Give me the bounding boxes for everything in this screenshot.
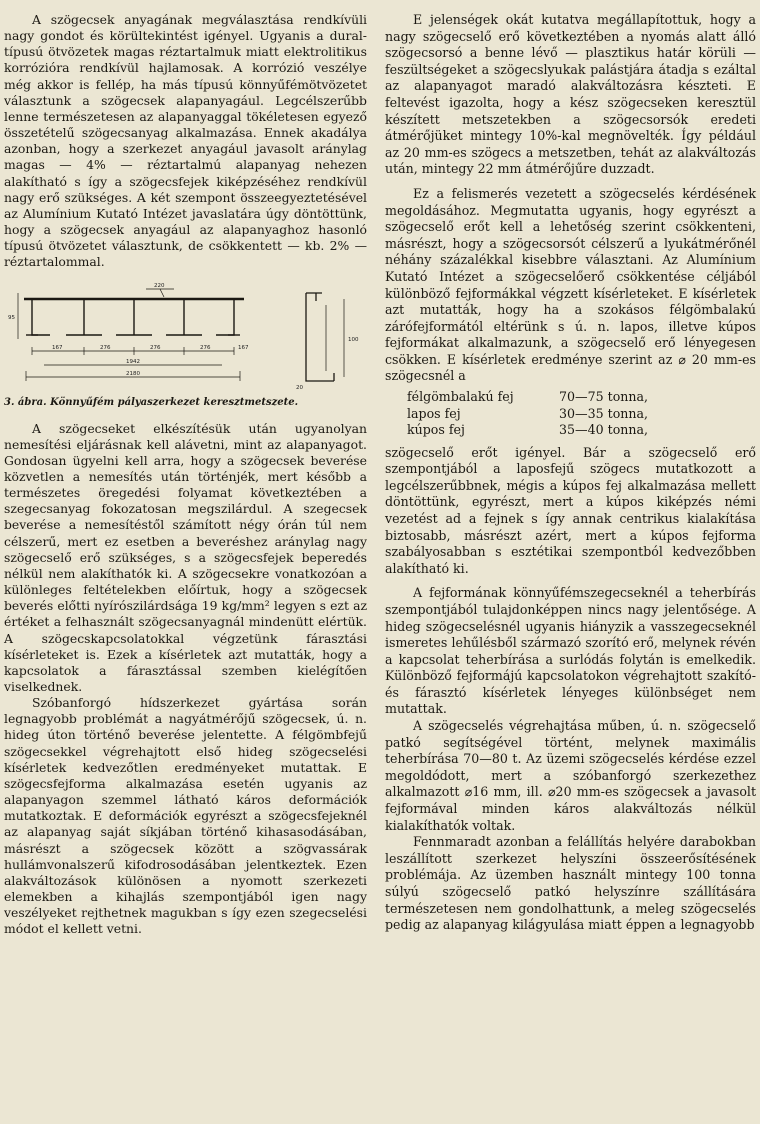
paragraph: A szögecselés végrehajtása műben, ú. n. szögecselő patkó segítségével történt, melynek maximális teherbírása 70—80 t. Az üzemi szögecselés kérdése ezzel megoldódott, mert a szóbanforgó szerkezethez alkalmazott ⌀16 mm, ill. ⌀20 mm-es szögecsek a javasolt fejformával minden káros alakváltozás nélkül kialakíthatók voltak.: [385, 718, 756, 833]
paragraph: A szögecseket elkészítésük után ugyanolyan nemesítési eljárásnak kell alávetni, mint az alapanyagot. Gondosan ügyelni kell arra, hogy a szögecsek beverése közvetlen a nemesítés után történjék, mert később a természetes öregedési folyamat következtében a szegecsanyag fokozatosan megszilárdul. A szegecsek beverése a nemesítéstől számított négy órán túl nem célszerű, mert ez esetben a beveréshez aránylag nagy szögecselő erő szükséges, s a szögecsfejek beperedés nélkül nem alakíthatók ki. A szögecsekre vonatkozóan a különleges feltételekben előírtuk, hogy a szögecsek beverés előtti nyírószilárdsága 19 kg/mm² legyen s ezt az értéket a felhasznált szögecsanyagnál mindenütt elértük. A szögecskapcsolatokkal végzetünk fárasztási kísérleteket is. Ezek a kísérletek azt mutatták, hogy a kapcsolatok a fárasztással szemben kielégítően viselkednek.: [4, 420, 367, 694]
force-value: 70—75 tonna,: [559, 389, 649, 405]
right-column: [385, 12, 756, 934]
paragraph: szögecselő erőt igényel. Bár a szögecselő erő szempontjából a laposfejű szögecs mutatkozott a legcélszerűbbnek, mégis a kúpos fej alkalmazása mellett döntöttünk, egyrészt, mert a kúpos kiképzés némi vezetést ad a fejnek s így annak centrikus kialakítása biztosabb, másrészt azért, mert a kúpos fejforma szabályosabban s esztétikai szempontból kedvezőbben alakítható ki.: [385, 444, 756, 576]
head-type: félgömbalakú fej: [407, 389, 514, 405]
dim-label: 2180: [126, 370, 140, 377]
force-value: 35—40 tonna,: [559, 422, 649, 438]
dim-label: 167: [52, 344, 63, 351]
paragraph: E jelenségek okát kutatva megállapítottuk, hogy a nagy szögecselő erő következtében a nyomás alatt álló szögecsorsó a benne lévő — plasztikus határ körüli — feszültségeket a szögecslyukak palástjára átadja s ezáltal az alapanyagot maradó alakváltozásra készteti. E feltevést igazolta, hogy a kész szögecseken keresztül készített metszetekben a szögecsorsók eredeti átmérőjüket mintegy 10%-kal megnövelték. Így például az 20 mm-es szögecs a metszetben, tehát az alakváltozás után, mintegy 22 mm átmérőjűre duzzadt.: [385, 12, 756, 177]
dim-label: 20: [296, 384, 303, 391]
force-value: 30—35 tonna,: [559, 405, 649, 421]
paragraph: A fejformának könnyűfémszegecseknél a teherbírás szempontjából tulajdonképpen nincs nagy jelentősége. A hideg szögecselésnél ugyanis hiányzik a vasszegecseknél ismeretes lehűlésből származó szorító erő, melynek révén a kapcsolat teherbírása a surlódás folytán is emelkedik. Különböző fejformájú kapcsolatokon végrehajtott szakító- és fárasztó kísérletek lényeges különbséget nem mutattak.: [385, 585, 756, 717]
head-type: lapos fej: [407, 405, 461, 421]
dim-label: 100: [348, 336, 359, 343]
table-row: [407, 389, 648, 406]
paragraph: A szögecsek anyagának megválasztása rendkívüli nagy gondot és körültekintést igényel. Ugyanis a dural-típusú ötvözetek magas réztartalmuk miatt elektrolitikus korrózióra rendkívül hajlamosak. A korrózió veszélye még akkor is fellép, ha más típusú könnyűfémötvözetet választunk a szögecsek alapanyagául. Legcélszerűbb lenne természetesen az alapanyaggal tökéletesen egyező összetételű szögecsanyag alkalmazása. Ennek akadálya azonban, hogy a szerkezet anyagául javasolt aránylag magas — 4% — réztartalmú alapanyag nehezen alakítható s így a szögecsfejek kiképzéséhez rendkívül nagy erő szükséges. A két szempont összeegyeztetésével az Alumínium Kutató Intézet javaslatára úgy döntöttünk, hogy a szögecsek anyagául az alapanyaghoz hasonló típusú ötvözetet választunk, de csökkentett — kb. 2% — réztartalommal.: [4, 12, 367, 270]
dim-label: 1942: [126, 358, 140, 365]
dim-label: 276: [150, 344, 161, 351]
dim-label: 276: [100, 344, 111, 351]
table-row: [407, 422, 648, 439]
rivet-force-table: [407, 389, 648, 439]
dim-label: 220: [154, 282, 165, 289]
dim-label: 167: [238, 344, 249, 351]
dim-label: 276: [200, 344, 211, 351]
head-type: kúpos fej: [407, 422, 465, 438]
figure-caption: 3. ábra. Könnyűfém pályaszerkezet keresztmetszete.: [4, 396, 299, 408]
dim-label: 95: [8, 314, 15, 321]
paragraph: Szóbanforgó hídszerkezet gyártása során legnagyobb problémát a nagyátmérőjű szögecsek, ú. n. hideg úton történő beverése jelentette. A félgömbfejű szögecsekkel végrehajtott első hideg szögecselési kísérletek kedvezőtlen eredményeket mutattak. E szögecsfejforma alkalmazása esetén ugyanis az alapanyagon szemmel látható káros deformációk mutatkoztak. E deformációk egyrészt a szögecsfejeknél az alapanyag saját síkjában történő kihasasodásában, másrészt a szögecsek között a szögvassárak hullámvonalszerű kifodrosodásában jelentkeztek. Ezen alakváltozások különösen a nyomott szerkezeti elemekben a kihajlás szempontjából igen nagy veszélyeket rejthetnek magukban s így ezen szegecselési módot el kellett vetni.: [4, 695, 367, 937]
figure-3: [4, 281, 367, 413]
table-row: [407, 406, 648, 423]
left-column: [4, 12, 367, 938]
paragraph: Ez a felismerés vezetett a szögecselés kérdésének megoldásához. Megmutatta ugyanis, hogy egyrészt a szögecselő erőt kell a lehetőség szerint csökkenteni, másrészt, hogy a szögecsorsót célszerű a lyukátmérőnél néhány százalékkal kisebbre választani. Az Alumínium Kutató Intézet a szögecselőerő csökkentése céljából különböző fejformákkal végzett kísérleteket. E kísérletek azt mutatták, hogy ha a szokásos félgömbalakú zárófejformától eltérünk s ú. n. lapos, illetve kúpos fejformákat alkalmazunk, a szögecselő erő lényegesen csökken. E kísérletek eredménye szerint az ⌀ 20 mm-es szögecsnél a: [385, 185, 756, 384]
paragraph: Fennmaradt azonban a felállítás helyére darabokban leszállított szerkezet helyszíni összeerősítésének problémája. Az üzemben használt mintegy 100 tonna súlyú szögecselő patkó helyszínre szállítására természetesen nem gondolhattunk, a meleg szögecselés pedig az alapanyag kilágyulása miatt éppen a legnagyobb: [385, 834, 756, 933]
cross-section-drawing: [4, 281, 367, 393]
